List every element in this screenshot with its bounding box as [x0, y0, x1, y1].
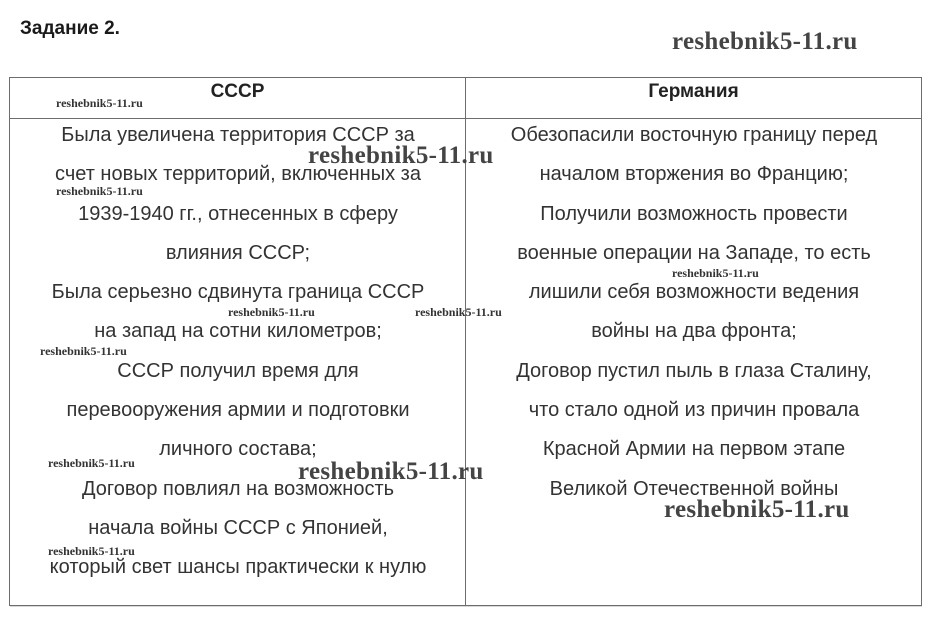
watermark: reshebnik5-11.ru — [672, 28, 858, 55]
germany-column — [472, 116, 916, 509]
task-heading: Задание 2. — [20, 18, 120, 39]
header-germany: Германия — [648, 81, 739, 102]
ussr-line: Договор повлиял на возможность — [81, 477, 395, 500]
ussr-line: счет новых территорий, включенных за — [55, 163, 421, 186]
page-bottom-rule — [10, 606, 922, 607]
watermark: reshebnik5-11.ru — [672, 266, 759, 280]
watermark: reshebnik5-11.ru — [415, 305, 502, 319]
watermark: reshebnik5-11.ru — [56, 184, 143, 198]
watermark: reshebnik5-11.ru — [48, 456, 135, 470]
germany-line: войны на два фронта; — [591, 320, 797, 343]
watermark: reshebnik5-11.ru — [664, 496, 850, 523]
ussr-line: Была увеличена территория СССР за — [61, 124, 415, 146]
header-ussr: СССР — [210, 81, 265, 102]
germany-line: Великой Отечественной войны — [549, 477, 839, 500]
watermark: reshebnik5-11.ru — [228, 305, 315, 319]
germany-line: началом вторжения во Францию; — [539, 163, 849, 186]
ussr-line: который свет шансы практически к нулю — [49, 556, 427, 579]
ussr-line: перевооружения армии и подготовки — [66, 399, 410, 422]
germany-line: что стало одной из причин провала — [528, 399, 860, 422]
ussr-line: СССР получил время для — [117, 359, 359, 382]
ussr-line: начала войны СССР с Японией, — [88, 516, 388, 539]
germany-line: Получили возможность провести — [540, 202, 848, 225]
ussr-line: 1939-1940 гг., отнесенных в сферу — [78, 202, 398, 225]
watermark: reshebnik5-11.ru — [56, 96, 143, 110]
germany-line: Обезопасили восточную границу перед — [510, 124, 878, 146]
ussr-line: личного состава; — [159, 438, 317, 461]
watermark: reshebnik5-11.ru — [48, 544, 135, 558]
ussr-line: Была серьезно сдвинута граница СССР — [51, 281, 425, 304]
watermark: reshebnik5-11.ru — [308, 142, 494, 169]
ussr-line: на запад на сотни километров; — [94, 320, 382, 343]
germany-line: военные операции на Западе, то есть — [517, 241, 871, 264]
watermark: reshebnik5-11.ru — [298, 458, 484, 485]
germany-line: лишили себя возможности ведения — [528, 281, 860, 304]
ussr-line: влияния СССР; — [165, 241, 311, 264]
watermark: reshebnik5-11.ru — [40, 344, 127, 358]
germany-line: Красной Армии на первом этапе — [542, 438, 846, 461]
germany-line: Договор пустил пыль в глаза Сталину, — [516, 359, 872, 382]
